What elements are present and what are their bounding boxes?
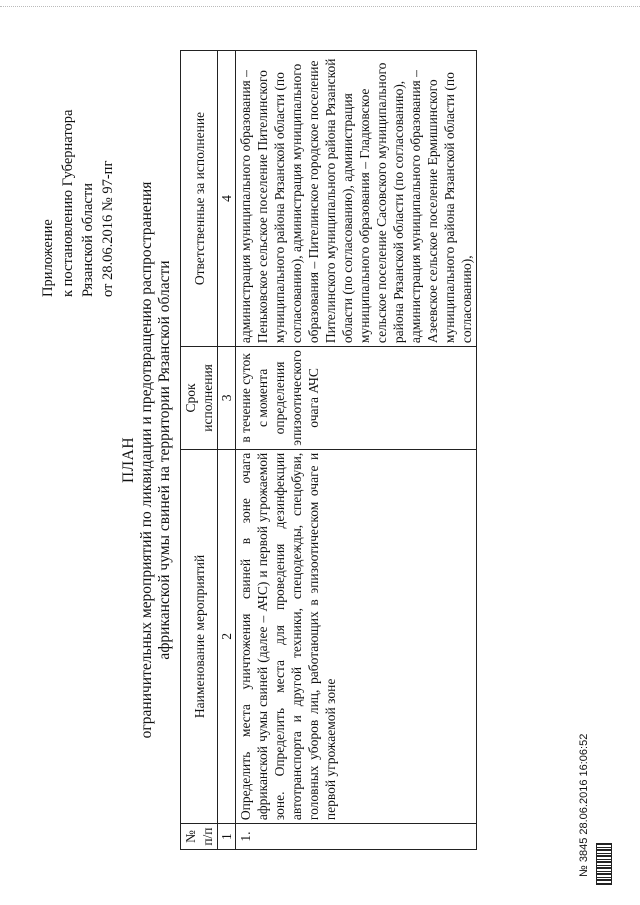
plan-subtitle-line: ограничительных мероприятий по ликвидации и предотвращению распространения [138,181,155,739]
registration-stamp: № 3845 28.06.2016 16:06:52 [578,733,590,877]
header-responsible: Ответственные за исполнение [181,51,218,347]
registration-barcode [596,843,612,885]
row-term: в течение суток с момента определения эпизоотического очага АЧС [236,347,477,450]
measures-table [180,50,477,850]
appendix-block [38,7,118,297]
plan-subtitle-line: африканской чумы свиней на территории Рязанской области [156,260,173,660]
appendix-line: от 28.06.2016 № 97-пг [100,160,116,297]
row-measure: Определить места уничтожения свиней в зоне очага африканской чумы свиней (далее – АЧС) и первой угрожаемой зоне. Определить места для проведения дезинфекции автотранспорта и другой техники, спецодежды, спецобуви, головных уборов лиц, работающих в эпизоотическом очаге и первой угрожаемой зоне [236,449,477,823]
column-number: 1 [218,824,236,850]
column-number: 3 [218,347,236,450]
column-number: 2 [218,449,236,823]
appendix-line: Рязанской области [80,183,96,297]
column-number: 4 [218,51,236,347]
appendix-line: Приложение [40,219,56,297]
table-row [236,51,477,850]
row-responsible: администрация муниципального образования – Пеньковское сельское поселение Пителинского муниципального района Рязанской области (по согласованию), администрация муниципального образования – Пителинское городское поселение Пителинского муниципального района Рязанской области (по согласованию), администрация муниципального образования – Гладковское сельское поселение Сасовского муниципального района Рязанской области (по согласованию), администрация муниципального образования – Азеевское сельское поселение Ермишинского муниципального района Рязанской области (по согласованию), [236,51,477,347]
plan-title [120,55,174,865]
appendix-line: к постановлению Губернатора [60,109,76,297]
header-term: Срок исполнения [181,347,218,450]
table-header-row [181,51,218,850]
plan-heading: ПЛАН [120,436,137,484]
header-num: № п/п [181,824,218,850]
row-num: 1. [236,824,477,850]
header-name: Наименование мероприятий [181,449,218,823]
column-number-row [218,51,236,850]
